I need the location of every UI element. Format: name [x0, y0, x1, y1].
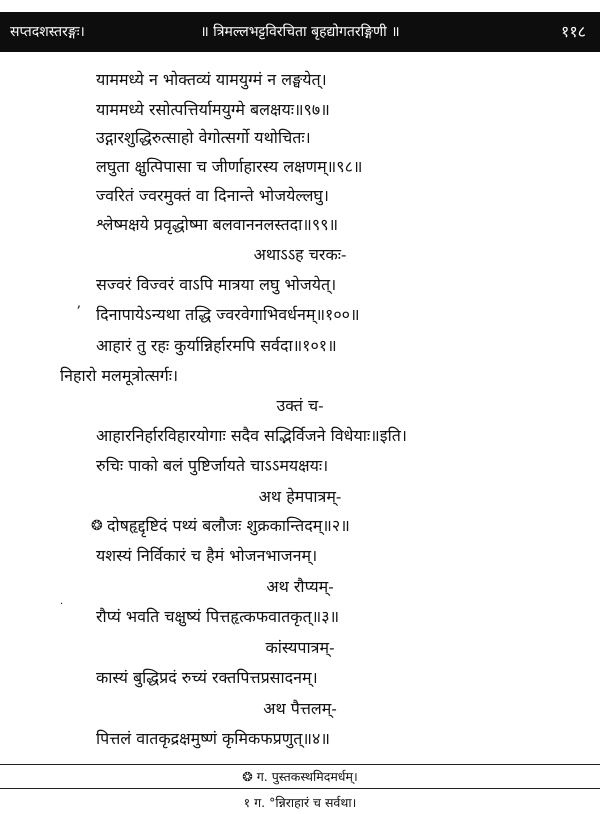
verse-line: यशस्यं निर्विकारं च हैमं भोजनभाजनम्।	[96, 546, 318, 565]
verse-line: दोषहृद्दृष्टिदं पथ्यं बलौजः शुक्रकान्तिदम्॥२॥	[107, 516, 350, 535]
verse-line: उद्गारशुद्धिरुत्साहो वेगोत्सर्गो यथोचितः।	[96, 128, 311, 147]
running-header	[0, 12, 600, 52]
verse-line: कास्यं बुद्धिप्रदं रुच्यं रक्तपित्तप्रसादनम्।	[96, 668, 318, 687]
page-number: ११८	[561, 22, 586, 41]
book-title: ॥ त्रिमल्लभट्टविरचिता बृहद्योगतरङ्गिणी ॥	[200, 24, 400, 40]
dot-mark: ·	[60, 599, 64, 610]
verse-line: दिनापायेऽन्यथा तद्धि ज्वरवेगाभिवर्धनम्॥१००॥	[96, 305, 360, 324]
verse-line: रौप्यं भवति चक्षुष्यं पित्तहृत्कफवातकृत्॥३॥	[96, 607, 340, 626]
section-heading: कांस्यपात्रम्-	[265, 638, 335, 657]
verse-line: याममध्ये रसोत्पत्तिर्यामयुग्मे बलक्षयः॥९७॥	[96, 100, 330, 119]
footnote: ❂ ग. पुस्तकस्थमिदमर्धम्।	[242, 769, 358, 784]
section-heading: अथ रौप्यम्-	[266, 577, 334, 596]
verse-line: ज्वरितं ज्वरमुक्तं वा दिनान्ते भोजयेल्लघु।	[96, 186, 329, 205]
verse-line: आहारं तु रहः कुर्यान्निर्हारमपि सर्वदा॥१०१॥	[96, 336, 337, 355]
section-heading: उक्तं च-	[276, 396, 324, 415]
footnote-rule	[0, 764, 600, 765]
footnote-star-icon: ❂	[91, 518, 103, 534]
verse-line: आहारनिर्हारविहारयोगाः सदैव सद्भिर्विजने विधेयाः॥इति।	[96, 426, 407, 445]
footnote-rule	[0, 788, 600, 789]
section-heading: अथ हेमपात्रम्-	[258, 487, 342, 506]
section-heading: अथाऽऽह चरकः-	[253, 245, 347, 264]
chapter-title: सप्तदशस्तरङ्गः।	[10, 24, 85, 40]
verse-line: रुचिः पाको बलं पुष्टिर्जायते चाऽऽमयक्षयः।	[96, 456, 329, 475]
verse-line: पित्तलं वातकृद्रक्षमुष्णं कृमिकफप्रणुत्॥४॥	[96, 729, 330, 748]
gloss-line: निहारो मलमूत्रोत्सर्गः।	[60, 366, 179, 385]
verse-line: लघुता क्षुत्पिपासा च जीर्णाहारस्य लक्षणम्॥९८॥	[96, 157, 363, 176]
verse-line: श्लेष्मक्षये प्रवृद्धोष्मा बलवाननलस्तदा॥९९॥	[96, 215, 339, 234]
section-heading: अथ पैत्तलम्-	[263, 699, 337, 718]
footnote: १ ग. °न्निराहारं च सर्वथा।	[243, 795, 357, 810]
verse-line: सज्वरं विज्वरं वाऽपि मात्रया लघु भोजयेत्।	[96, 275, 337, 294]
tick-mark: ʼ	[76, 304, 81, 320]
verse-line: याममध्ये न भोक्तव्यं यामयुग्मं न लङ्घयेत्।	[96, 70, 327, 89]
